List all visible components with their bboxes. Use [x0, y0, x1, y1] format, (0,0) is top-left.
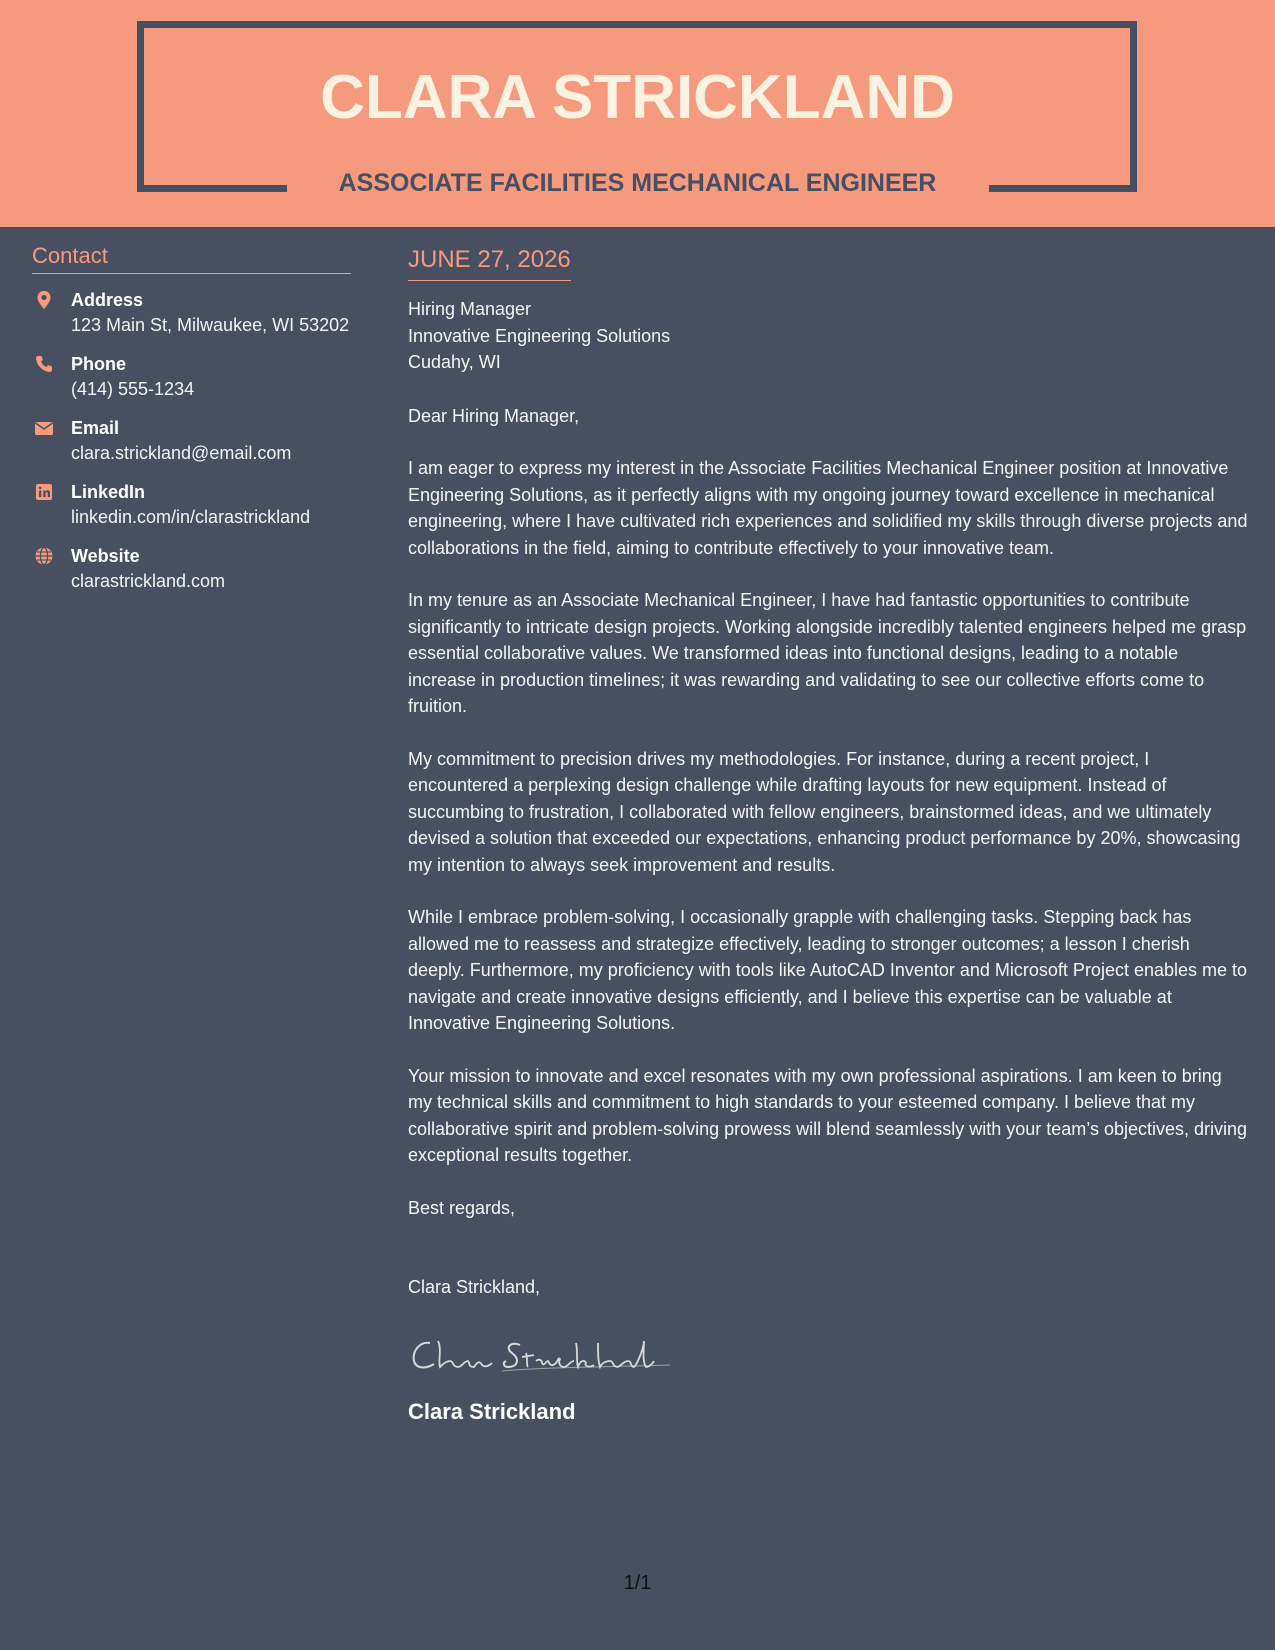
body-paragraph: I am eager to express my interest in the Associate Facilities Mechanical Engineer position at Innovative Engineering Solutions, as it perfectly aligns with my ongoing journey toward excellence in mechanical engineering, where I have cultivated rich experiences and solidified my skills through diverse projects and collaborations in the field, aiming to contribute effectively to your innovative team.: [408, 458, 1248, 558]
body-paragraph: In my tenure as an Associate Mechanical Engineer, I have had fantastic opportunities to contribute significantly to intricate design projects. Working alongside incredibly talented engineers helped me grasp essential collaborative values. We transformed ideas into functional designs, leading to a notable increase in production timelines; it was rewarding and validating to see our collective efforts come to fruition.: [408, 590, 1247, 716]
job-title: ASSOCIATE FACILITIES MECHANICAL ENGINEER: [338, 169, 937, 197]
candidate-name: CLARA STRICKLAND: [320, 63, 955, 132]
letter-body: [408, 244, 1248, 1427]
contact-label: LinkedIn: [71, 482, 146, 502]
email-value[interactable]: clara.strickland@email.com: [71, 443, 292, 463]
contact-item-address: [32, 288, 351, 338]
letter-date: JUNE 27, 2026: [408, 244, 571, 281]
linkedin-icon: [34, 482, 54, 502]
closing: Best regards,: [408, 1197, 516, 1218]
contact-label: Address: [71, 290, 144, 310]
recipient-line: Hiring Manager: [408, 299, 532, 319]
recipient-line: Innovative Engineering Solutions: [408, 325, 671, 346]
phone-value[interactable]: (414) 555-1234: [71, 379, 195, 399]
header-banner: [0, 0, 1275, 227]
contact-heading: Contact: [32, 241, 351, 274]
body-paragraph: While I embrace problem-solving, I occasionally grapple with challenging tasks. Stepping back has allowed me to reassess and strategize effectively, leading to stronger outcomes; a lesson I cherish deeply. Furthermore, my proficiency with tools like AutoCAD Inventor and Microsoft Project enables me to navigate and create innovative designs efficiently, and I believe this expertise can be valuable at Innovative Engineering Solutions.: [408, 907, 1248, 1033]
recipient-line: Cudahy, WI: [408, 352, 501, 372]
frame-top-border: [137, 21, 1137, 28]
body-paragraph: Your mission to innovate and excel resonates with my own professional aspirations. I am keen to bring my technical skills and commitment to high standards to your esteemed company. I believe that my collaborative spirit and problem-solving prowess will blend seamlessly with your team’s objectives, driving exceptional results together.: [408, 1065, 1248, 1165]
salutation: Dear Hiring Manager,: [408, 405, 580, 426]
signed-name: Clara Strickland: [408, 1398, 576, 1424]
contact-item-website: [32, 544, 351, 594]
body-paragraph: My commitment to precision drives my methodologies. For instance, during a recent project, I encountered a perplexing design challenge while drafting layouts for new equipment. Instead of succumbing to frustration, I collaborated with fellow engineers, brainstormed ideas, and we ultimately devised a solution that exceeded our expectations, enhancing product performance by 20%, showcasing my intention to always seek improvement and results.: [408, 748, 1241, 875]
contact-item-linkedin: [32, 480, 351, 530]
linkedin-value[interactable]: linkedin.com/in/clarastrickland: [71, 507, 311, 527]
map-pin-icon: [34, 290, 54, 310]
handwritten-signature: [408, 1331, 1248, 1375]
contact-label: Email: [71, 418, 120, 438]
signature-image: [408, 1331, 678, 1375]
globe-icon: [34, 546, 54, 566]
signoff: Clara Strickland,: [408, 1277, 541, 1297]
contact-label: Website: [71, 546, 140, 566]
address-value: 123 Main St, Milwaukee, WI 53202: [71, 315, 350, 335]
contact-label: Phone: [71, 354, 127, 374]
phone-icon: [34, 354, 54, 374]
envelope-icon: [34, 418, 54, 438]
website-value[interactable]: clarastrickland.com: [71, 571, 226, 591]
page-number: 1/1: [623, 1572, 652, 1594]
contact-sidebar: [32, 241, 351, 594]
recipient-block: [408, 296, 1248, 376]
contact-item-email: [32, 416, 351, 466]
contact-item-phone: [32, 352, 351, 402]
